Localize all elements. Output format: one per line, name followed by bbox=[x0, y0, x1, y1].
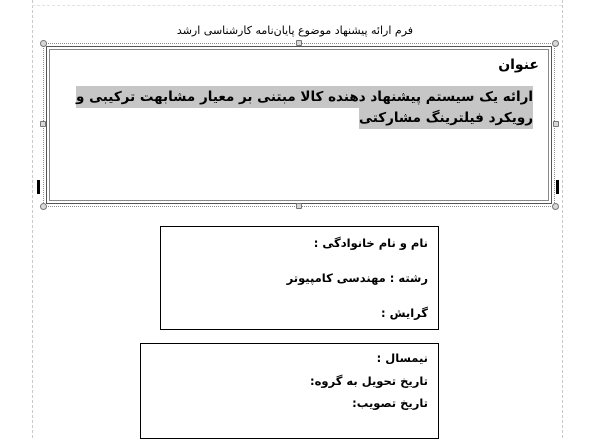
thesis-title[interactable] bbox=[65, 87, 533, 129]
page-top-guide bbox=[32, 5, 562, 6]
semester-label: نیمسال : bbox=[376, 351, 428, 365]
resize-handle-right[interactable] bbox=[553, 121, 559, 127]
title-textbox[interactable] bbox=[46, 46, 552, 204]
resize-handle-bottom-left[interactable] bbox=[40, 203, 47, 210]
name-label: نام و نام خانوادگی : bbox=[313, 236, 428, 250]
field-label: رشته : مهندسی کامپیوتر bbox=[286, 271, 428, 285]
semester-info-box bbox=[140, 343, 439, 439]
resize-handle-top-left[interactable] bbox=[40, 40, 47, 47]
thesis-title-text: ارائه یک سیستم پیشنهاد دهنده کالا مبتنی بر معیار مشابهت ترکیبی و رویکرد فیلترینگ مشارکتی bbox=[76, 86, 533, 129]
page-margin-right bbox=[562, 0, 563, 438]
resize-handle-left[interactable] bbox=[40, 121, 46, 127]
delivery-date-label: تاریخ تحویل به گروه: bbox=[310, 374, 428, 388]
page-margin-left bbox=[32, 0, 33, 438]
resize-handle-bottom[interactable] bbox=[296, 203, 302, 209]
title-label: عنوان bbox=[498, 57, 539, 73]
form-heading: فرم ارائه پیشنهاد موضوع پایان‌نامه کارشناسی ارشد bbox=[176, 24, 414, 37]
resize-handle-top[interactable] bbox=[296, 40, 302, 46]
resize-handle-top-right[interactable] bbox=[552, 40, 559, 47]
approval-date-label: تاریخ تصویب: bbox=[352, 396, 428, 410]
student-info-box bbox=[160, 226, 439, 330]
left-edge-marker bbox=[37, 180, 40, 194]
resize-handle-bottom-right[interactable] bbox=[552, 203, 559, 210]
right-edge-marker bbox=[556, 180, 559, 194]
specialization-label: گرایش : bbox=[381, 306, 428, 320]
